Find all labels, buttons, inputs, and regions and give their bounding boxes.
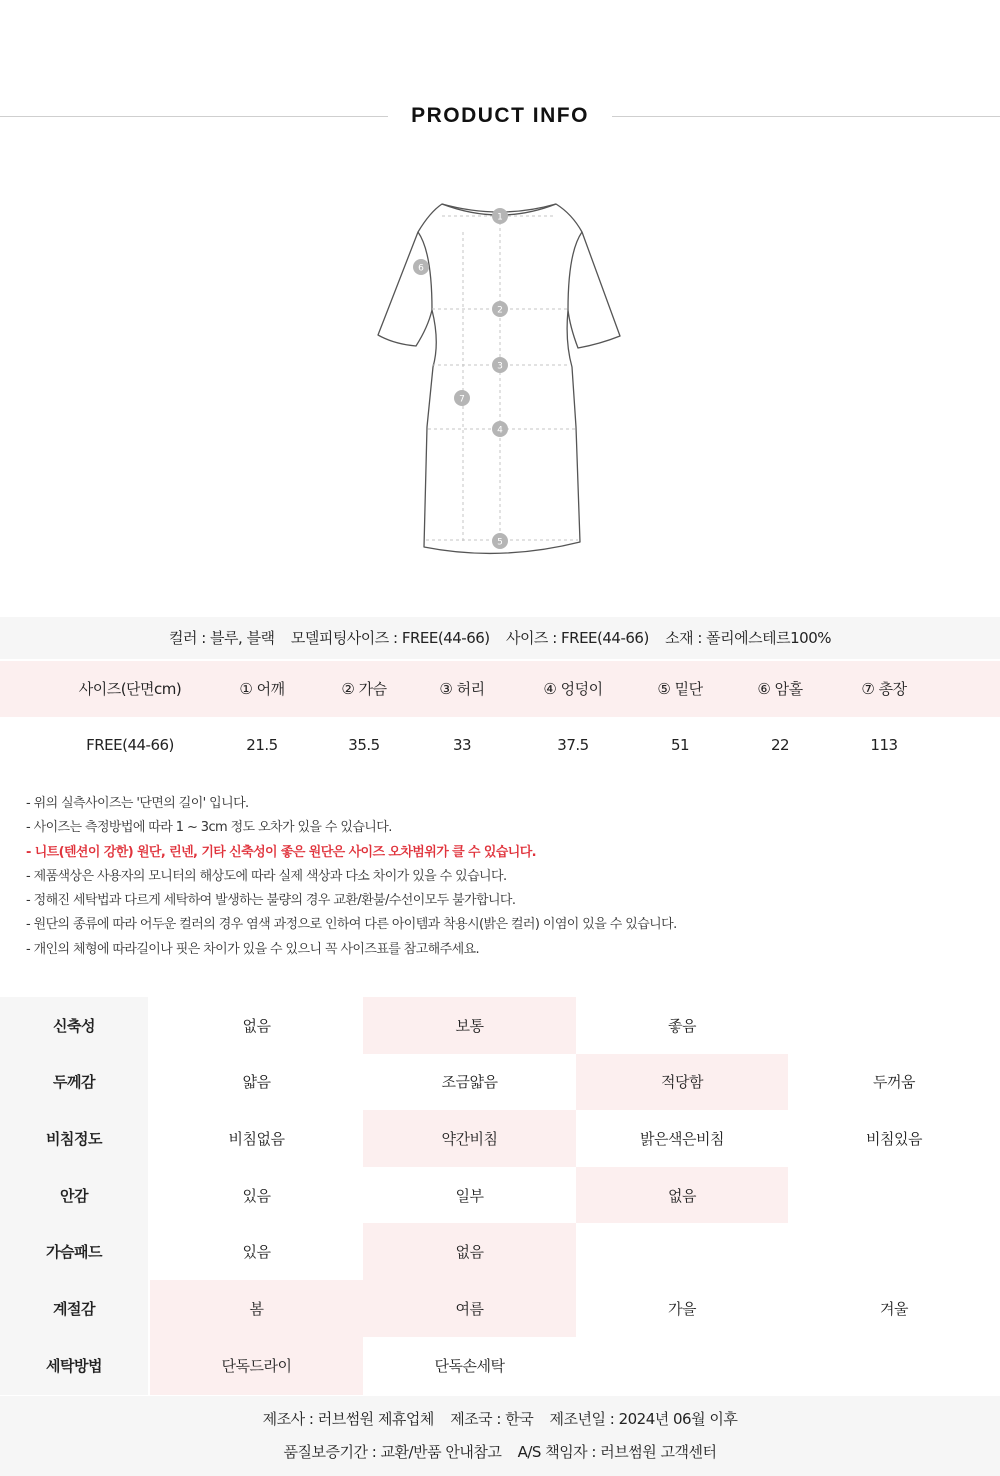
size-value-shoulder: 21.5 — [246, 736, 278, 754]
fabric-properties-table — [0, 997, 1000, 1395]
model-size-info: 모델피팅사이즈 : FREE(44-66) — [290, 629, 490, 647]
fabric-option-selected: 없음 — [363, 1223, 576, 1280]
marker-2: 2 — [497, 305, 503, 316]
size-info: 사이즈 : FREE(44-66) — [505, 629, 649, 647]
size-value-hip: 37.5 — [557, 736, 589, 754]
material-info: 소재 : 폴리에스테르100% — [665, 629, 831, 647]
fabric-option: 얇음 — [242, 1073, 271, 1092]
fabric-option — [576, 1223, 788, 1280]
divider-right — [612, 116, 1000, 117]
fabric-label: 안감 — [0, 1167, 148, 1224]
fabric-option: 밝은색은비침 — [640, 1129, 724, 1148]
dress-outline — [378, 204, 620, 553]
fabric-option — [576, 1337, 788, 1395]
fabric-option — [788, 1223, 1000, 1280]
note-line: - 사이즈는 측정방법에 따라 1 ~ 3cm 정도 오차가 있을 수 있습니다. — [26, 820, 392, 836]
divider-left — [0, 116, 388, 117]
manufacture-date: 제조년일 : 2024년 06월 이후 — [549, 1410, 738, 1428]
color-info: 컬러 : 블루, 블랙 — [168, 629, 275, 647]
size-header-armhole: ⑥ 암홀 — [757, 680, 803, 698]
fabric-label: 두께감 — [0, 1054, 148, 1111]
size-table-header — [0, 661, 1000, 717]
fabric-option: 겨울 — [880, 1299, 908, 1318]
fabric-option-selected: 단독드라이 — [150, 1337, 363, 1395]
fabric-label: 비침정도 — [0, 1110, 148, 1167]
table-row — [0, 1054, 1000, 1111]
table-row — [0, 997, 1000, 1054]
fabric-option: 비침없음 — [228, 1129, 285, 1148]
fabric-option: 일부 — [455, 1186, 484, 1205]
dress-measurement-diagram — [370, 192, 630, 564]
fabric-option: 비침있음 — [866, 1129, 922, 1148]
marker-5: 5 — [497, 537, 503, 548]
note-line: - 개인의 체형에 따라길이나 핏은 차이가 있을 수 있으니 꼭 사이즈표를 참고해주세요. — [26, 941, 480, 957]
size-header-chest: ② 가슴 — [341, 680, 387, 698]
manufacturer: 제조사 : 러브썸원 제휴업체 — [262, 1410, 434, 1428]
table-row — [0, 1337, 1000, 1395]
fabric-option-selected: 적당함 — [576, 1054, 788, 1111]
note-line: - 정해진 세탁법과 다르게 세탁하여 발생하는 불량의 경우 교환/환불/수선이모두 불가합니다. — [26, 893, 516, 909]
note-line-emphasis: - 니트(텐션이 강한) 원단, 린넨, 기타 신축성이 좋은 원단은 사이즈 오차범위가 클 수 있습니다. — [26, 844, 537, 860]
fabric-label: 신축성 — [0, 997, 148, 1054]
marker-7: 7 — [459, 394, 465, 405]
note-line: - 제품색상은 사용자의 모니터의 해상도에 따라 실제 색상과 다소 차이가 있을 수 있습니다. — [26, 868, 507, 884]
fabric-option: 조금얇음 — [441, 1073, 498, 1092]
fabric-option: 가을 — [668, 1299, 696, 1318]
table-row — [0, 1167, 1000, 1224]
size-value-length: 113 — [870, 736, 898, 754]
note-line: - 위의 실측사이즈는 '단면의 길이' 입니다. — [26, 796, 249, 811]
size-value-chest: 35.5 — [348, 736, 380, 754]
product-info-bar — [0, 617, 1000, 659]
manufacturer-info — [0, 1396, 1000, 1476]
fabric-option: 두꺼움 — [873, 1073, 915, 1092]
fabric-option — [788, 1337, 1000, 1395]
fabric-option-selected: 봄 — [150, 1280, 363, 1337]
country-of-origin: 제조국 : 한국 — [450, 1410, 534, 1428]
fabric-option-selected: 약간비침 — [363, 1110, 576, 1167]
fabric-label: 가슴패드 — [0, 1223, 148, 1280]
footer-line-1 — [0, 1408, 1000, 1429]
fabric-option-selected: 없음 — [576, 1167, 788, 1224]
size-header-length: ⑦ 총장 — [861, 680, 907, 698]
size-header-waist: ③ 허리 — [439, 680, 485, 698]
size-value-waist: 33 — [452, 736, 472, 754]
fabric-option: 있음 — [242, 1243, 271, 1262]
page-title: PRODUCT INFO — [411, 104, 589, 127]
size-value-armhole: 22 — [770, 736, 790, 754]
size-notes — [26, 792, 976, 962]
note-line: - 원단의 종류에 따라 어두운 컬러의 경우 염색 과정으로 인하여 다른 아이템과 착용시(밝은 컬러) 이염이 있을 수 있습니다. — [26, 917, 677, 933]
size-header-hem: ⑤ 밑단 — [657, 680, 703, 698]
fabric-option-selected: 보통 — [363, 997, 576, 1054]
fabric-label: 세탁방법 — [0, 1337, 148, 1395]
fabric-option-selected: 여름 — [363, 1280, 576, 1337]
warranty-period: 품질보증기간 : 교환/반품 안내참고 — [283, 1443, 502, 1461]
fabric-option — [788, 1167, 1000, 1224]
fabric-label: 계절감 — [0, 1280, 148, 1337]
fabric-option: 없음 — [242, 1016, 271, 1035]
fabric-option: 단독손세탁 — [434, 1357, 505, 1376]
section-header — [0, 104, 1000, 130]
size-header-shoulder: ① 어깨 — [239, 680, 285, 698]
footer-line-2 — [0, 1441, 1000, 1462]
table-row — [0, 717, 1000, 773]
size-value-hem: 51 — [670, 736, 690, 754]
marker-1: 1 — [497, 212, 503, 223]
table-row — [0, 1110, 1000, 1167]
fabric-option: 있음 — [242, 1186, 271, 1205]
size-value-label: FREE(44-66) — [86, 736, 174, 754]
table-row — [0, 1280, 1000, 1337]
table-row — [0, 1223, 1000, 1280]
size-header-hip: ④ 엉덩이 — [543, 680, 603, 698]
fabric-option: 좋음 — [668, 1016, 696, 1035]
marker-6: 6 — [418, 263, 424, 274]
marker-4: 4 — [497, 425, 503, 436]
size-header-label: 사이즈(단면cm) — [78, 680, 182, 698]
marker-3: 3 — [497, 361, 503, 372]
as-manager: A/S 책임자 : 러브썸원 고객센터 — [517, 1443, 717, 1461]
measurement-markers — [413, 208, 508, 549]
measurement-guides — [426, 216, 578, 544]
fabric-option — [788, 997, 1000, 1054]
